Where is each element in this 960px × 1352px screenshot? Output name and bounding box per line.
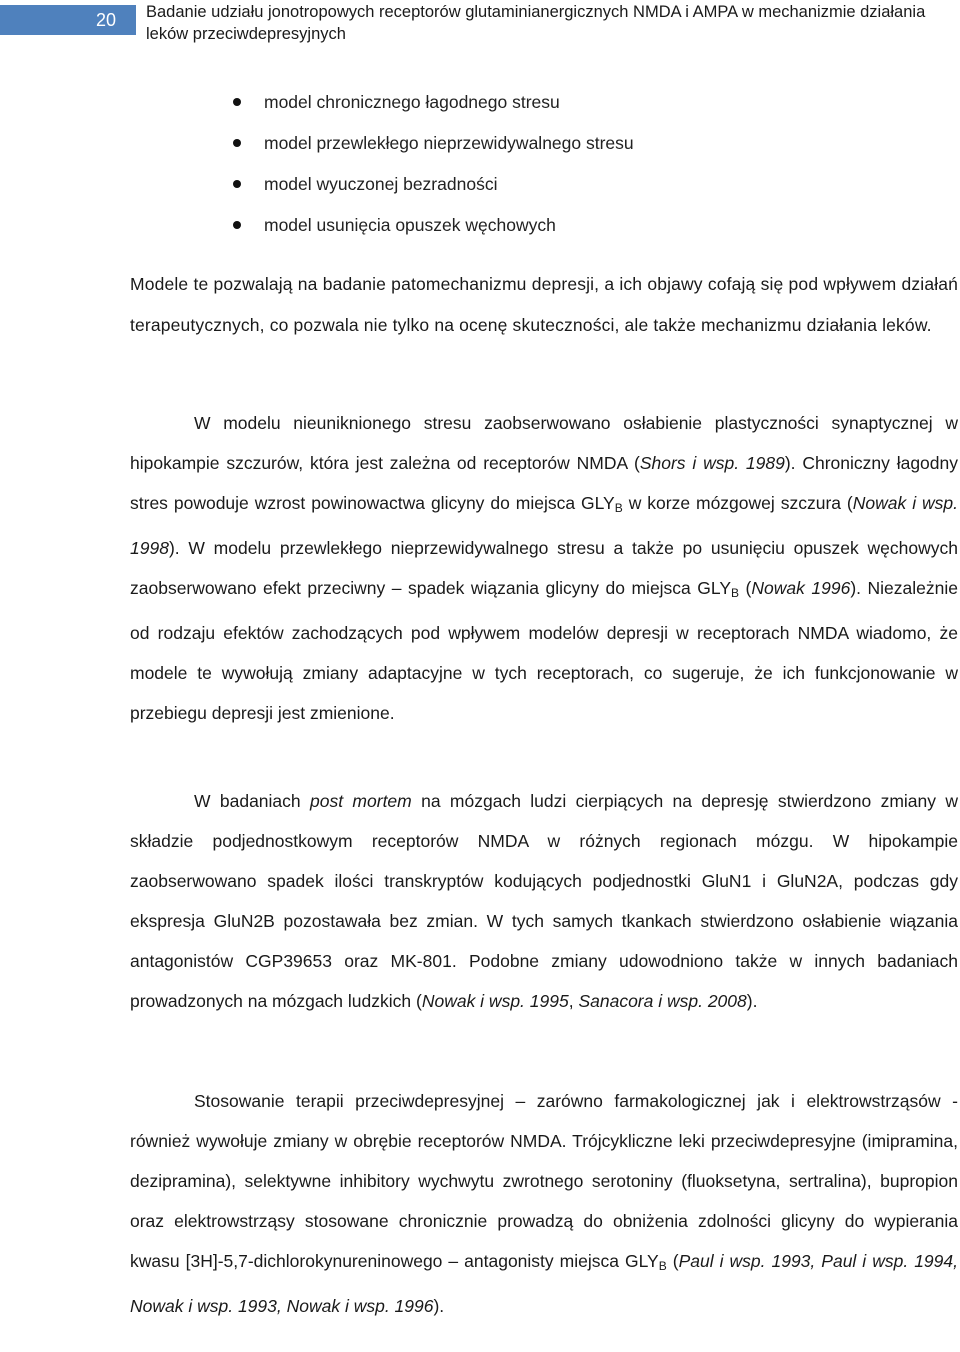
paragraph-text: ). W modelu przewlekłego nieprzewidywalnego stresu a także po usunięciu opuszek węchowych zaobserwowano efekt przeciwny – spadek wiązania glicyny do miejsca GLY xyxy=(130,538,958,598)
list-item xyxy=(232,211,634,252)
paragraph-text: ). xyxy=(746,991,758,1011)
page-header xyxy=(0,0,960,50)
list-item-text: model chronicznego łagodnego stresu xyxy=(264,92,560,112)
paragraph-text: W badaniach xyxy=(194,791,310,811)
paragraph-text: w korze mózgowej szczura ( xyxy=(622,493,853,513)
page-number-badge xyxy=(0,5,136,35)
paragraph-text: ). Chroniczny łagodny stres powoduje wzrost powinowactwa glicyny do miejsca GLY xyxy=(130,453,959,513)
paragraph-text: W modelu nieuniknionego stresu zaobserwowano osłabienie plastyczności synaptycznej w hipokampie szczurów, która jest zależna od receptorów NMDA ( xyxy=(130,413,958,473)
paragraph-text: na mózgach ludzi cierpiących na depresję stwierdzono zmiany w składzie podjednostkowym receptorów NMDA w różnych regionach mózgu. W hipokampie zaobserwowano spadek ilości transkryptów kodujących podjednostki GluN1 i GluN2A, podczas gdy ekspresja GluN2B pozostawała bez zmian. W tych samych tkankach stwierdzono osłabienie wiązania antagonistów CGP39653 oraz MK-801. Podobne zmiany udowodniono także w innych badaniach prowadzonych na mózgach ludzkich ( xyxy=(130,791,958,1011)
bullet-icon xyxy=(233,139,241,147)
paragraph-stress-models xyxy=(130,403,958,733)
paragraph-text: ( xyxy=(739,578,752,598)
model-list xyxy=(232,88,634,252)
list-item-text: model wyuczonej bezradności xyxy=(264,174,498,194)
list-item-text: model przewlekłego nieprzewidywalnego stresu xyxy=(264,133,634,153)
list-item xyxy=(232,129,634,170)
list-item xyxy=(232,88,634,129)
bullet-icon xyxy=(233,180,241,188)
citation: Paul i wsp. 1993, Paul i wsp. 1994, Nowak i wsp. 1993, Nowak i wsp. 1996 xyxy=(130,1251,958,1316)
paragraph-antidepressant-therapy xyxy=(130,1081,958,1326)
italic-term: post mortem xyxy=(310,791,412,811)
bullet-icon xyxy=(233,98,241,106)
running-header-title: Badanie udziału jonotropowych receptorów glutaminianergicznych NMDA i AMPA w mechanizmie działania leków przeciwdepresyjnych xyxy=(146,3,926,43)
subscript: B xyxy=(658,1259,667,1273)
citation: Nowak i wsp. 1998 xyxy=(130,493,958,558)
list-item-text: model usunięcia opuszek węchowych xyxy=(264,215,556,235)
paragraph-post-mortem xyxy=(130,781,958,1021)
list-item xyxy=(232,170,634,211)
paragraph-text: ). xyxy=(433,1296,445,1316)
citation: Shors i wsp. 1989 xyxy=(639,453,785,473)
citation: Sanacora i wsp. 2008 xyxy=(578,991,747,1011)
paragraph-text: Stosowanie terapii przeciwdepresyjnej – zarówno farmakologicznej jak i elektrowstrząsów - również wywołuje zmiany w obrębie receptorów NMDA. Trójcykliczne leki przeciwdepresyjne (imipramina, dezipramina), selektywne inhibitory wychwytu zwrotnego serotoniny (fluoksetyna, sertralina), bupropion oraz elektrowstrząsy stosowane chronicznie prowadzą do obniżenia zdolności glicyny do wypierania kwasu [3H]-5,7-dichlorokynureninowego – antagonisty miejsca GLY xyxy=(130,1091,958,1271)
subscript: B xyxy=(731,586,740,600)
page-number: 20 xyxy=(95,10,117,30)
subscript: B xyxy=(614,501,623,515)
paragraph-text: ( xyxy=(666,1251,679,1271)
citation: Nowak 1996 xyxy=(751,578,851,598)
paragraph-models-summary: Modele te pozwalają na badanie patomechanizmu depresji, a ich objawy cofają się pod wpływem działań terapeutycznych, co pozwala nie tylko na ocenę skuteczności, ale także mechanizmu działania leków. xyxy=(130,274,958,335)
paragraph-text: ). Niezależnie od rodzaju efektów zachodzących pod wpływem modelów depresji w receptorach NMDA wiadomo, że modele te wywołują zmiany adaptacyjne w tych receptorach, co sugeruje, że ich funkcjonowanie w przebiegu depresji jest zmienione. xyxy=(130,578,958,723)
citation: Nowak i wsp. 1995 xyxy=(421,991,569,1011)
bullet-icon xyxy=(233,221,241,229)
paragraph-text: , xyxy=(568,991,579,1011)
